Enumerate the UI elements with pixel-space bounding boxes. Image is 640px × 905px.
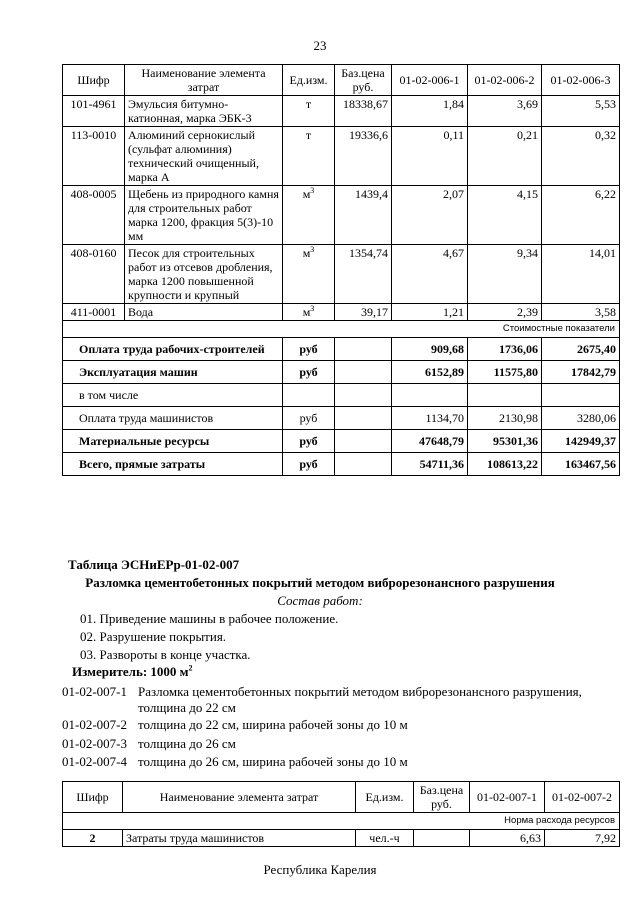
summary-v3 [542, 384, 620, 407]
summary-row [63, 338, 620, 361]
cell-name: Песок для строительных работ из отсевов дробления, марка 1200 повышенной крупности и крупный [125, 245, 283, 304]
measure-superscript: 2 [188, 663, 193, 673]
cell-price: 19336,6 [335, 127, 392, 186]
cell-v2: 2,39 [468, 304, 542, 321]
unit-base: м [302, 305, 311, 319]
table-row [63, 304, 620, 321]
cell-v3: 0,32 [542, 127, 620, 186]
summary-v3: 3280,06 [542, 407, 620, 430]
section-label-row [63, 813, 620, 830]
cell-v1: 2,07 [392, 186, 468, 245]
summary-price-empty [335, 361, 392, 384]
summary-v2: 2130,98 [468, 407, 542, 430]
section-label-row [63, 321, 620, 338]
summary-v3: 142949,37 [542, 430, 620, 453]
summary-row [63, 453, 620, 476]
summary-price-empty [335, 384, 392, 407]
table-row [63, 830, 620, 847]
cell-v3: 3,58 [542, 304, 620, 321]
summary-v2: 108613,22 [468, 453, 542, 476]
unit-superscript: 3 [310, 304, 315, 313]
work-item: 01. Приведение машины в рабочее положение. [80, 611, 339, 626]
summary-v1: 47648,79 [392, 430, 468, 453]
cell-name: Щебень из природного камня для строительных работ марка 1200, фракция 5(3)-10 мм [125, 186, 283, 245]
table-row [63, 127, 620, 186]
col-header-006-3: 01-02-006-3 [542, 65, 620, 96]
col-header-006-2: 01-02-006-2 [468, 65, 542, 96]
table-row [63, 186, 620, 245]
summary-v3: 17842,79 [542, 361, 620, 384]
work-code: 01-02-007-3 [62, 736, 127, 751]
summary-row [63, 430, 620, 453]
page-number: 23 [313, 38, 327, 53]
footer-region: Республика Карелия [263, 862, 377, 877]
cell-code: 113-0010 [63, 127, 125, 186]
summary-unit: руб [283, 453, 335, 476]
cell-v1: 1,84 [392, 96, 468, 127]
work-desc-continuation: толщина до 22 см [138, 700, 236, 715]
cell-price [414, 830, 470, 847]
summary-row [63, 384, 620, 407]
summary-v1: 1134,70 [392, 407, 468, 430]
summary-price-empty [335, 407, 392, 430]
col-header-006-1: 01-02-006-1 [392, 65, 468, 96]
col-header-unit: Ед.изм. [356, 782, 414, 813]
cell-unit [283, 245, 335, 304]
cell-v2: 0,21 [468, 127, 542, 186]
col-header-007-1: 01-02-007-1 [470, 782, 545, 813]
table-row [63, 245, 620, 304]
col-header-price: Баз.цена руб. [414, 782, 470, 813]
col-header-unit: Ед.изм. [283, 65, 335, 96]
summary-unit: руб [283, 430, 335, 453]
summary-label: Оплата труда машинистов [63, 407, 283, 430]
code-line [62, 717, 408, 733]
cell-v2: 4,15 [468, 186, 542, 245]
cell-v3: 14,01 [542, 245, 620, 304]
table-subtitle: Разломка цементобетонных покрытий методом виброрезонансного разрушения [85, 575, 555, 590]
cell-code: 101-4961 [63, 96, 125, 127]
code-line [62, 736, 236, 752]
summary-row [63, 361, 620, 384]
summary-v3: 163467,56 [542, 453, 620, 476]
summary-label: Оплата труда рабочих-строителей [63, 338, 283, 361]
cell-price: 39,17 [335, 304, 392, 321]
summary-label: Всего, прямые затраты [63, 453, 283, 476]
cell-v1: 1,21 [392, 304, 468, 321]
measure-text: Измеритель: 1000 м [72, 664, 189, 679]
cell-unit: т [283, 96, 335, 127]
measure-unit [72, 664, 193, 680]
cell-name: Алюминий сернокислый (сульфат алюминия) технический очищенный, марка А [125, 127, 283, 186]
col-header-name: Наименование элемента затрат [123, 782, 356, 813]
summary-v1: 54711,36 [392, 453, 468, 476]
section-label-cost: Стоимостные показатели [63, 321, 620, 338]
summary-v2: 95301,36 [468, 430, 542, 453]
summary-unit: руб [283, 338, 335, 361]
cell-code: 411-0001 [63, 304, 125, 321]
cell-code: 408-0005 [63, 186, 125, 245]
resource-table-007 [62, 781, 620, 847]
work-item: 02. Разрушение покрытия. [80, 629, 227, 644]
summary-v2: 11575,80 [468, 361, 542, 384]
col-header-code: Шифр [63, 65, 125, 96]
summary-v2: 1736,06 [468, 338, 542, 361]
col-header-007-2: 01-02-007-2 [545, 782, 620, 813]
cell-unit: чел.-ч [356, 830, 414, 847]
cell-v2: 9,34 [468, 245, 542, 304]
cell-unit: т [283, 127, 335, 186]
section-label-norm: Норма расхода ресурсов [63, 813, 620, 830]
work-desc: Разломка цементобетонных покрытий методом виброрезонансного разрушения, [138, 684, 582, 699]
summary-price-empty [335, 453, 392, 476]
work-code: 01-02-007-2 [62, 717, 127, 732]
summary-price-empty [335, 338, 392, 361]
col-header-code: Шифр [63, 782, 123, 813]
summary-unit [283, 384, 335, 407]
work-item: 03. Развороты в конце участка. [80, 647, 251, 662]
cell-v1: 0,11 [392, 127, 468, 186]
cell-v1: 4,67 [392, 245, 468, 304]
summary-label: Эксплуатация машин [63, 361, 283, 384]
summary-v1 [392, 384, 468, 407]
col-header-price: Баз.цена руб. [335, 65, 392, 96]
summary-label: в том числе [63, 384, 283, 407]
summary-price-empty [335, 430, 392, 453]
unit-superscript: 3 [310, 186, 315, 195]
summary-v1: 6152,89 [392, 361, 468, 384]
cell-name: Вода [125, 304, 283, 321]
cell-unit [283, 186, 335, 245]
summary-v3: 2675,40 [542, 338, 620, 361]
table-row [63, 96, 620, 127]
cell-price: 1354,74 [335, 245, 392, 304]
unit-superscript: 3 [310, 245, 315, 254]
work-desc: толщина до 26 см, ширина рабочей зоны до 10 м [138, 754, 408, 769]
summary-unit: руб [283, 407, 335, 430]
cell-price: 1439,4 [335, 186, 392, 245]
cell-code: 2 [63, 830, 123, 847]
work-desc: толщина до 22 см, ширина рабочей зоны до 10 м [138, 717, 408, 732]
cell-name: Затраты труда машинистов [123, 830, 356, 847]
cell-price: 18338,67 [335, 96, 392, 127]
summary-label: Материальные ресурсы [63, 430, 283, 453]
cell-v3: 6,22 [542, 186, 620, 245]
summary-unit: руб [283, 361, 335, 384]
code-line [62, 684, 582, 700]
cell-v2: 7,92 [545, 830, 620, 847]
code-line [62, 754, 408, 770]
unit-base: м [302, 246, 311, 260]
cell-unit [283, 304, 335, 321]
table-header-row [63, 782, 620, 813]
cell-name: Эмульсия битумно-катионная, марка ЭБК-3 [125, 96, 283, 127]
table-header-row [63, 65, 620, 96]
cell-v3: 5,53 [542, 96, 620, 127]
summary-v1: 909,68 [392, 338, 468, 361]
cell-v2: 3,69 [468, 96, 542, 127]
resource-table-006 [62, 64, 620, 476]
col-header-name: Наименование элемента затрат [125, 65, 283, 96]
cell-code: 408-0160 [63, 245, 125, 304]
work-desc: толщина до 26 см [138, 736, 236, 751]
unit-base: м [302, 187, 311, 201]
summary-v2 [468, 384, 542, 407]
work-code: 01-02-007-4 [62, 754, 127, 769]
cell-v1: 6,63 [470, 830, 545, 847]
work-code: 01-02-007-1 [62, 684, 127, 699]
composition-title: Состав работ: [277, 593, 363, 608]
summary-row [63, 407, 620, 430]
table-title: Таблица ЭСНиЕРр-01-02-007 [68, 557, 240, 572]
